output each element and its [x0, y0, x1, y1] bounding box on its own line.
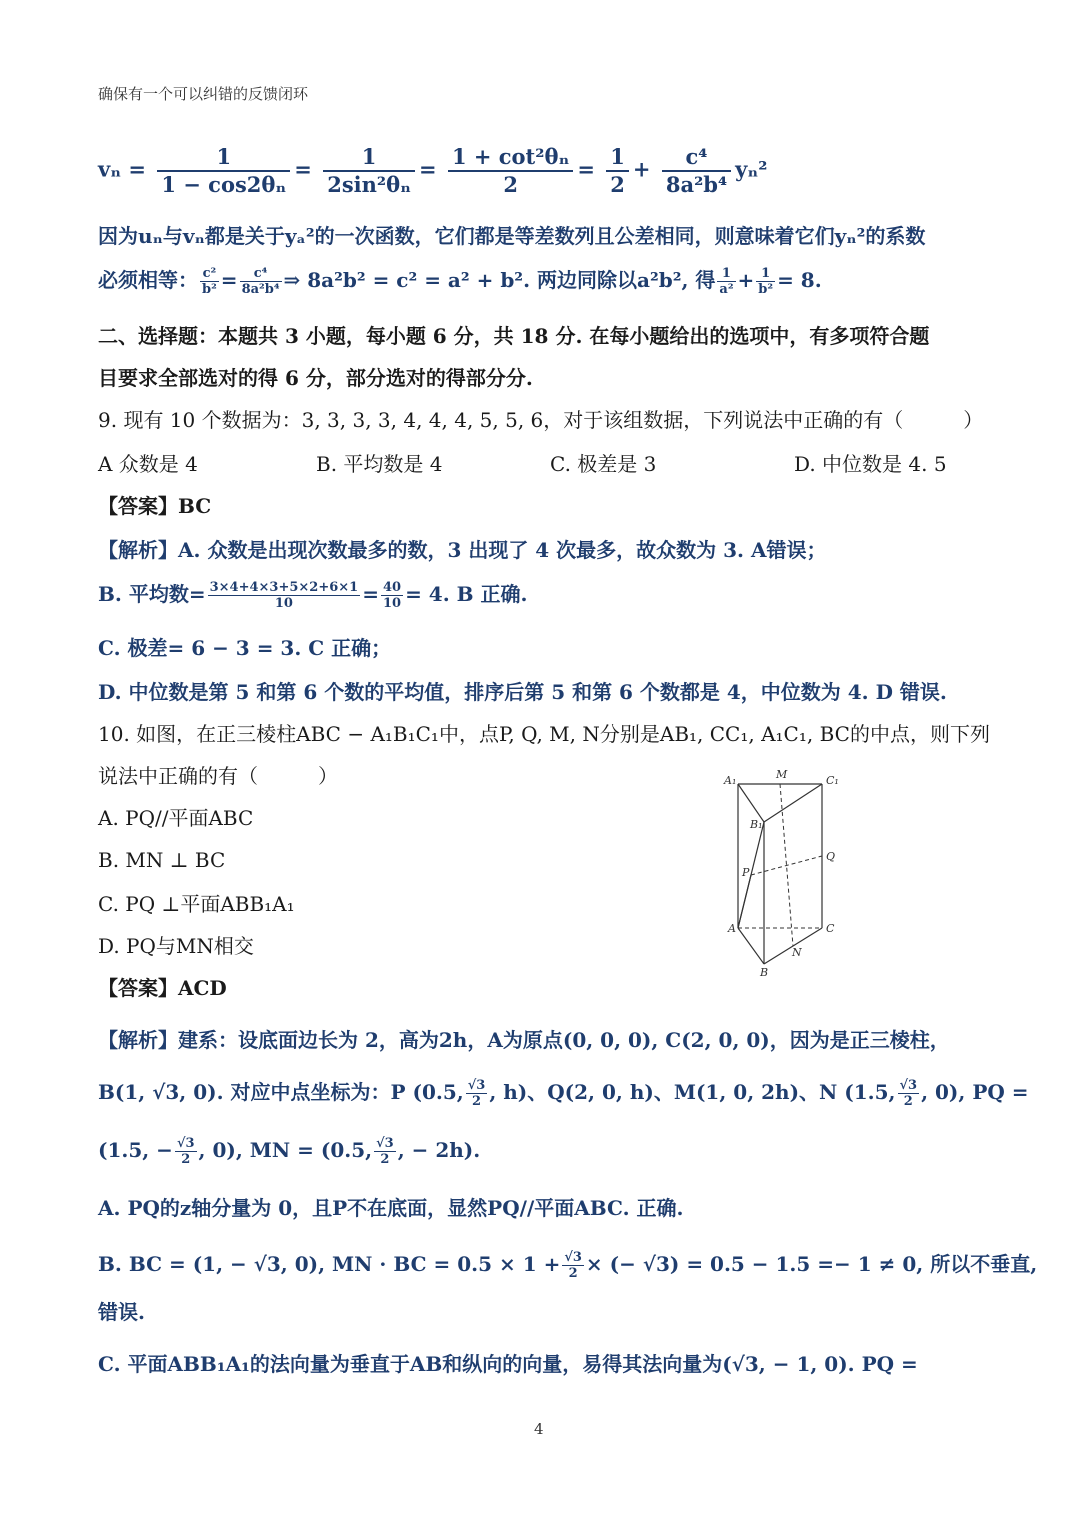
- fraction: $\frac{1}{\text{1 − cos2θₙ}}$: [157, 144, 290, 198]
- q9-option-a: A 众数是 4: [98, 452, 198, 476]
- label-n: N: [792, 946, 802, 959]
- q10-explanation-2: B(1, √3, 0). 对应中点坐标为：P (0.5, $\frac{√3}{2}$ , h)、Q(2, 0, h)、M(1, 0, 2h)、N (1.5, $\frac{√3}{2}$ , 0), PQ =: [98, 1078, 1029, 1109]
- q10-option-d: D. PQ与MN相交: [98, 934, 254, 958]
- label-a1: A₁: [724, 774, 737, 787]
- label-q: Q: [826, 850, 836, 863]
- eq-lhs: vₙ =: [98, 156, 147, 182]
- q9-explanation-a: 【解析】A. 众数是出现次数最多的数，3 出现了 4 次最多，故众数为 3. A错误；: [98, 538, 827, 562]
- q9-explanation-c: C. 极差= 6 − 3 = 3. C 正确；: [98, 636, 392, 660]
- q9-option-c: C. 极差是 3: [550, 452, 657, 476]
- fraction: $\frac{1}{2}$: [606, 144, 629, 198]
- equation-vn: vₙ = $\frac{1}{\text{1 − cos2θₙ}}$ = $\frac{1}{\text{2sin²θₙ}}$ = $\frac{\text{1 + cot²θₙ}}{2}$ = $\frac{1}{2}$ + $\frac{\text{c⁴}}{\text{8a²b⁴}}$ yₙ²: [98, 144, 768, 197]
- q10-explanation-a: A. PQ的z轴分量为 0，且P不在底面，显然PQ//平面ABC. 正确.: [98, 1196, 684, 1220]
- q9-explanation-d: D. 中位数是第 5 和第 6 个数的平均值，排序后第 5 和第 6 个数都是 4，中位数为 4. D 错误.: [98, 680, 947, 704]
- explanation-line: 必须相等： $\frac{\text{c²}}{\text{b²}}$ = $\frac{\text{c⁴}}{\text{8a²b⁴}}$ ⇒ 8a²b² = c² = a² + b². 两边同除以a²b², 得 $\frac{1}{\text{a²}}$ + $\frac{1}{\text{b²}}$ = 8.: [98, 266, 822, 297]
- prism-figure: [716, 764, 876, 988]
- segment-ap: [738, 875, 751, 928]
- q10-explanation-b2: 错误.: [98, 1300, 145, 1324]
- section-heading: 二、选择题：本题共 3 小题，每小题 6 分，共 18 分. 在每小题给出的选项中，有多项符合题: [98, 324, 930, 348]
- fraction: $\frac{\text{c⁴}}{\text{8a²b⁴}}$: [662, 144, 731, 198]
- q9-explanation-b: B. 平均数= $\frac{3\times 4+4\times 3+5\times 2+6\times 1}{10}$ = $\frac{40}{10}$ = 4. B 正确.: [98, 580, 528, 611]
- q9-option-d: D. 中位数是 4. 5: [794, 452, 947, 476]
- q9-option-b: B. 平均数是 4: [316, 452, 443, 476]
- q10-explanation-c: C. 平面ABB₁A₁的法向量为垂直于AB和纵向的向量，易得其法向量为(√3, − 1, 0). PQ =: [98, 1352, 918, 1376]
- q10-option-c: C. PQ ⊥平面ABB₁A₁: [98, 892, 295, 916]
- label-p: P: [742, 866, 750, 879]
- fraction: $\frac{1}{\text{2sin²θₙ}}$: [323, 144, 415, 198]
- q10-option-a: A. PQ//平面ABC: [98, 806, 254, 830]
- q10-option-b: B. MN ⊥ BC: [98, 848, 226, 872]
- q10-answer: 【答案】ACD: [98, 976, 227, 1000]
- q9-answer: 【答案】BC: [98, 494, 212, 518]
- question-10-stem: 说法中正确的有（ ）: [98, 764, 338, 788]
- edge-a1b1: [738, 784, 764, 822]
- label-b1: B₁: [750, 818, 763, 831]
- label-c1: C₁: [826, 774, 839, 787]
- page-number: 4: [534, 1420, 544, 1438]
- explanation-line: 因为uₙ与vₙ都是关于yₐ²的一次函数，它们都是等差数列且公差相同，则意味着它们yₙ²的系数: [98, 224, 926, 248]
- label-b: B: [760, 966, 769, 979]
- label-a: A: [728, 922, 736, 935]
- label-m: M: [776, 768, 788, 781]
- q10-explanation-3: (1.5, − $\frac{√3}{2}$ , 0), MN = (0.5, $\frac{√3}{2}$ , − 2h).: [98, 1136, 481, 1167]
- section-heading: 目要求全部选对的得 6 分，部分选对的得部分分.: [98, 366, 533, 390]
- question-10-stem: 10. 如图，在正三棱柱ABC − A₁B₁C₁中，点P, Q, M, N分别是AB₁, CC₁, A₁C₁, BC的中点，则下列: [98, 722, 990, 746]
- segment-pq: [751, 856, 822, 875]
- fraction: $\frac{\text{1 + cot²θₙ}}{2}$: [448, 144, 573, 198]
- edge-ab: [738, 928, 764, 964]
- q10-explanation-b: B. BC = (1, − √3, 0), MN · BC = 0.5 × 1 + $\frac{√3}{2}$ × (− √3) = 0.5 − 1.5 =− 1 ≠ 0, 所以不垂直,: [98, 1250, 1038, 1281]
- page-header: 确保有一个可以纠错的反馈闭环: [98, 85, 309, 103]
- q10-explanation-1: 【解析】建系：设底面边长为 2，高为2h，A为原点(0, 0, 0), C(2, 0, 0)，因为是正三棱柱，: [98, 1028, 950, 1052]
- label-c: C: [826, 922, 835, 935]
- question-9-stem: 9. 现有 10 个数据为：3, 3, 3, 3, 4, 4, 4, 5, 5, 6，对于该组数据，下列说法中正确的有（ ）: [98, 408, 984, 432]
- edge-b1c1: [764, 784, 822, 822]
